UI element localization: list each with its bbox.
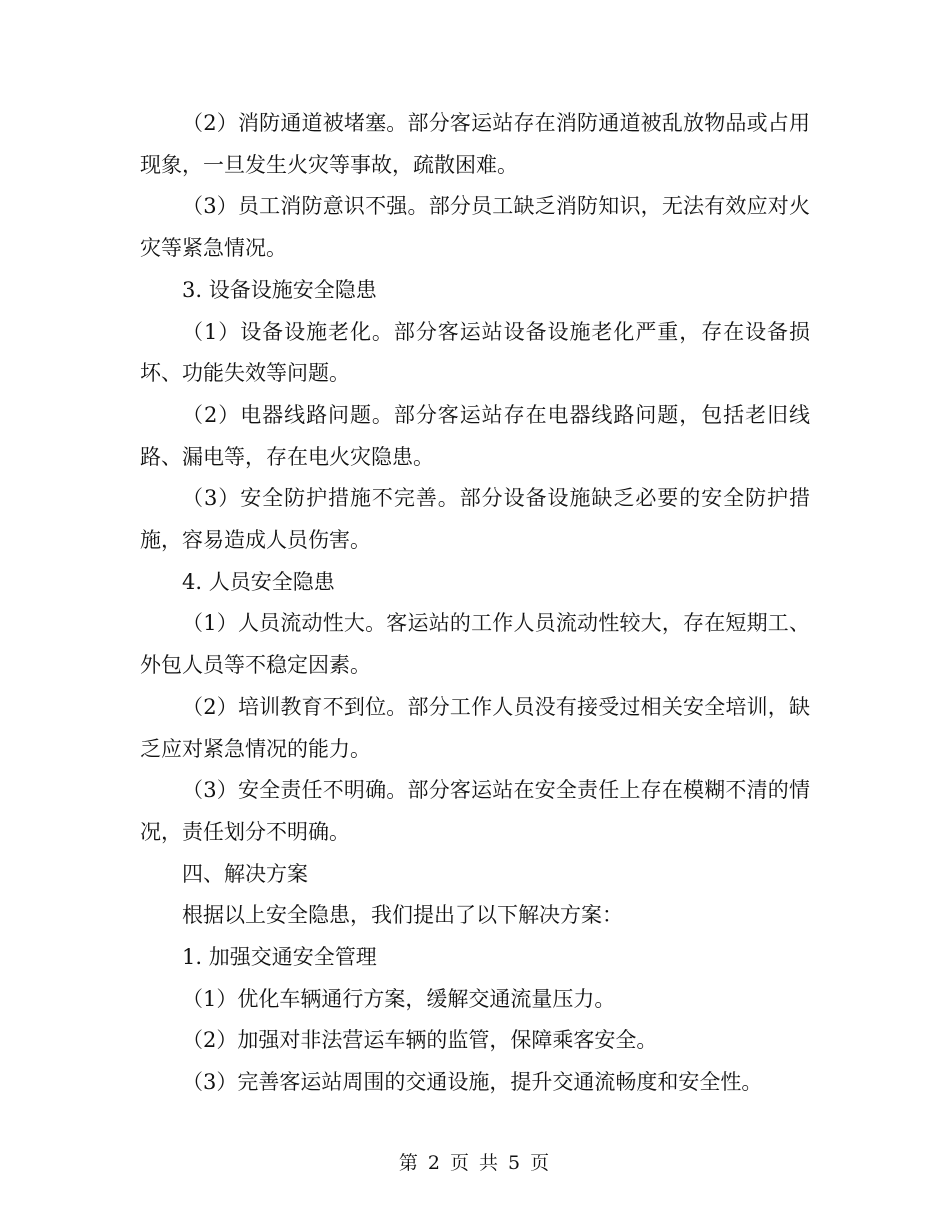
paragraph-staff-fire-awareness: （3）员工消防意识不强。部分员工缺乏消防知识，无法有效应对火灾等紧急情况。 xyxy=(140,194,810,261)
paragraph-fire-exit-blocked: （2）消防通道被堵塞。部分客运站存在消防通道被乱放物品或占用现象，一旦发生火灾等事故，疏散困难。 xyxy=(140,111,810,177)
paragraph-solutions-intro: 根据以上安全隐患，我们提出了以下解决方案： xyxy=(182,903,623,928)
paragraph-training: （2）培训教育不到位。部分工作人员没有接受过相关安全培训，缺乏应对紧急情况的能力。 xyxy=(140,694,810,761)
chapter-heading-solutions: 四、解决方案 xyxy=(182,861,308,886)
paragraph-responsibility: （3）安全责任不明确。部分客运站在安全责任上存在模糊不清的情况，责任划分不明确。 xyxy=(140,778,810,844)
paragraph-electrical-wiring: （2）电器线路问题。部分客运站存在电器线路问题，包括老旧线路、漏电等，存在电火灾隐患。 xyxy=(140,402,810,469)
paragraph-traffic-plan: （1）优化车辆通行方案，缓解交通流量压力。 xyxy=(182,986,616,1011)
paragraph-traffic-facilities: （3）完善客运站周围的交通设施，提升交通流畅度和安全性。 xyxy=(182,1070,763,1095)
section-heading-traffic: 1. 加强交通安全管理 xyxy=(182,945,377,970)
section-heading-equipment: 3. 设备设施安全隐患 xyxy=(182,277,377,302)
paragraph-staff-turnover: （1）人员流动性大。客运站的工作人员流动性较大，存在短期工、外包人员等不稳定因素。 xyxy=(140,611,810,678)
section-heading-personnel: 4. 人员安全隐患 xyxy=(182,569,335,594)
paragraph-safety-protection: （3）安全防护措施不完善。部分设备设施缺乏必要的安全防护措施，容易造成人员伤害。 xyxy=(140,486,810,553)
paragraph-illegal-vehicles: （2）加强对非法营运车辆的监管，保障乘客安全。 xyxy=(182,1028,658,1053)
paragraph-equipment-aging: （1）设备设施老化。部分客运站设备设施老化严重，存在设备损坏、功能失效等问题。 xyxy=(140,319,810,386)
page-number-footer: 第 2 页 共 5 页 xyxy=(398,1152,552,1174)
document-body xyxy=(140,103,810,1104)
